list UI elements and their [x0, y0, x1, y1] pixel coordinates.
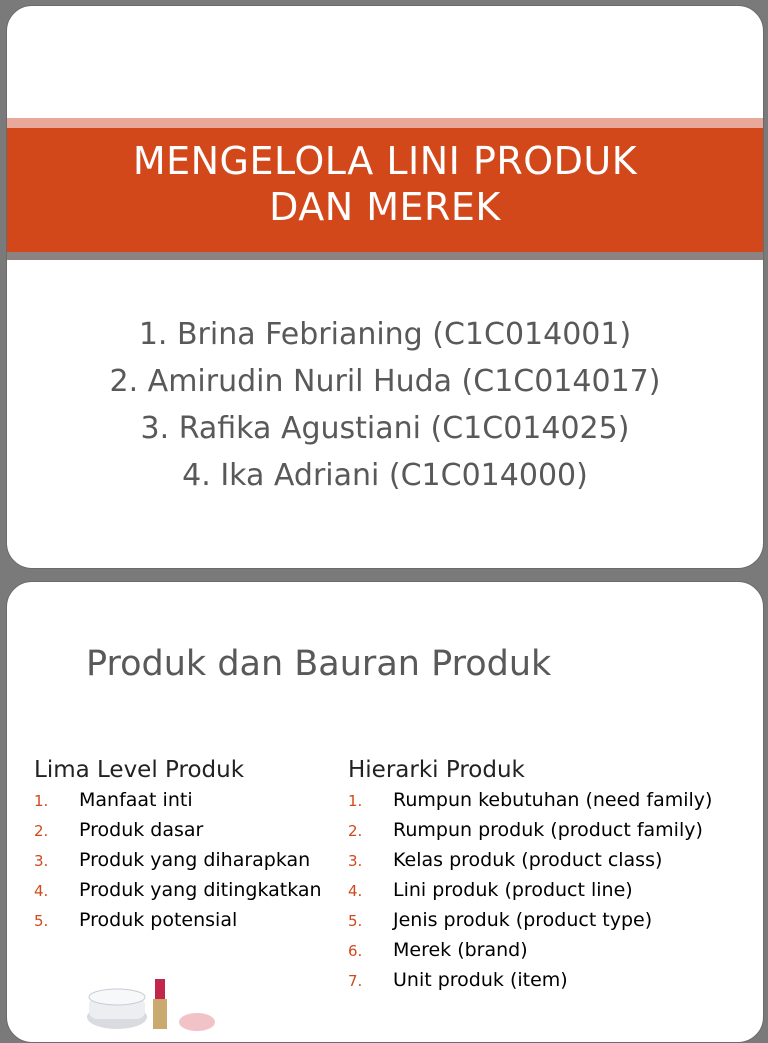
list-item: [348, 849, 748, 872]
title-band-shadow: [7, 252, 763, 260]
list-item: [348, 969, 748, 992]
member-list: [7, 311, 763, 499]
list-item: [348, 789, 748, 812]
list-text: Manfaat inti: [79, 789, 193, 811]
list-item: [348, 909, 748, 932]
list-text: Produk yang ditingkatkan: [79, 879, 322, 901]
five-levels-column: [34, 757, 324, 939]
cosmetics-product-image: [77, 977, 247, 1037]
list-text: Jenis produk (product type): [393, 909, 653, 931]
list-number: 5.: [348, 912, 363, 930]
list-item: [34, 819, 324, 842]
slide-product-mix: [6, 581, 764, 1043]
list-number: 5.: [34, 912, 49, 930]
column-heading: Lima Level Produk: [34, 757, 245, 783]
list-item: [34, 789, 324, 812]
list-number: 2.: [348, 822, 363, 840]
title-line-2: DAN MEREK: [269, 185, 501, 229]
list-item: [34, 879, 324, 902]
list-text: Produk potensial: [79, 909, 238, 931]
list-text: Unit produk (item): [393, 969, 568, 991]
list-number: 6.: [348, 942, 363, 960]
list-text: Merek (brand): [393, 939, 528, 961]
list-text: Rumpun kebutuhan (need family): [393, 789, 713, 811]
list-item: [34, 909, 324, 932]
list-text: Kelas produk (product class): [393, 849, 663, 871]
list-item: [348, 879, 748, 902]
list-number: 3.: [34, 852, 49, 870]
list-text: Rumpun produk (product family): [393, 819, 703, 841]
list-text: Produk yang diharapkan: [79, 849, 311, 871]
product-hierarchy-list: [348, 789, 748, 992]
column-heading: Hierarki Produk: [348, 757, 525, 783]
list-item: [34, 849, 324, 872]
member-item: 4. Ika Adriani (C1C014000): [182, 458, 588, 493]
list-number: 2.: [34, 822, 49, 840]
list-number: 1.: [34, 792, 49, 810]
title-line-1: MENGELOLA LINI PRODUK: [132, 139, 638, 183]
list-text: Produk dasar: [79, 819, 204, 841]
list-number: 3.: [348, 852, 363, 870]
member-item: 3. Rafika Agustiani (C1C014025): [140, 411, 630, 446]
member-item: 1. Brina Febrianing (C1C014001): [138, 317, 632, 352]
list-number: 4.: [348, 882, 363, 900]
slide-title: [6, 5, 764, 569]
list-number: 4.: [34, 882, 49, 900]
five-levels-list: [34, 789, 324, 932]
title-band-accent: [7, 118, 763, 128]
list-item: [348, 939, 748, 962]
slide-title-text: Produk dan Bauran Produk: [86, 644, 552, 684]
presentation-title: [7, 138, 763, 230]
list-number: 7.: [348, 972, 363, 990]
list-item: [348, 819, 748, 842]
list-text: Lini produk (product line): [393, 879, 633, 901]
member-item: 2. Amirudin Nuril Huda (C1C014017): [109, 364, 661, 399]
list-number: 1.: [348, 792, 363, 810]
product-hierarchy-column: [348, 757, 748, 999]
